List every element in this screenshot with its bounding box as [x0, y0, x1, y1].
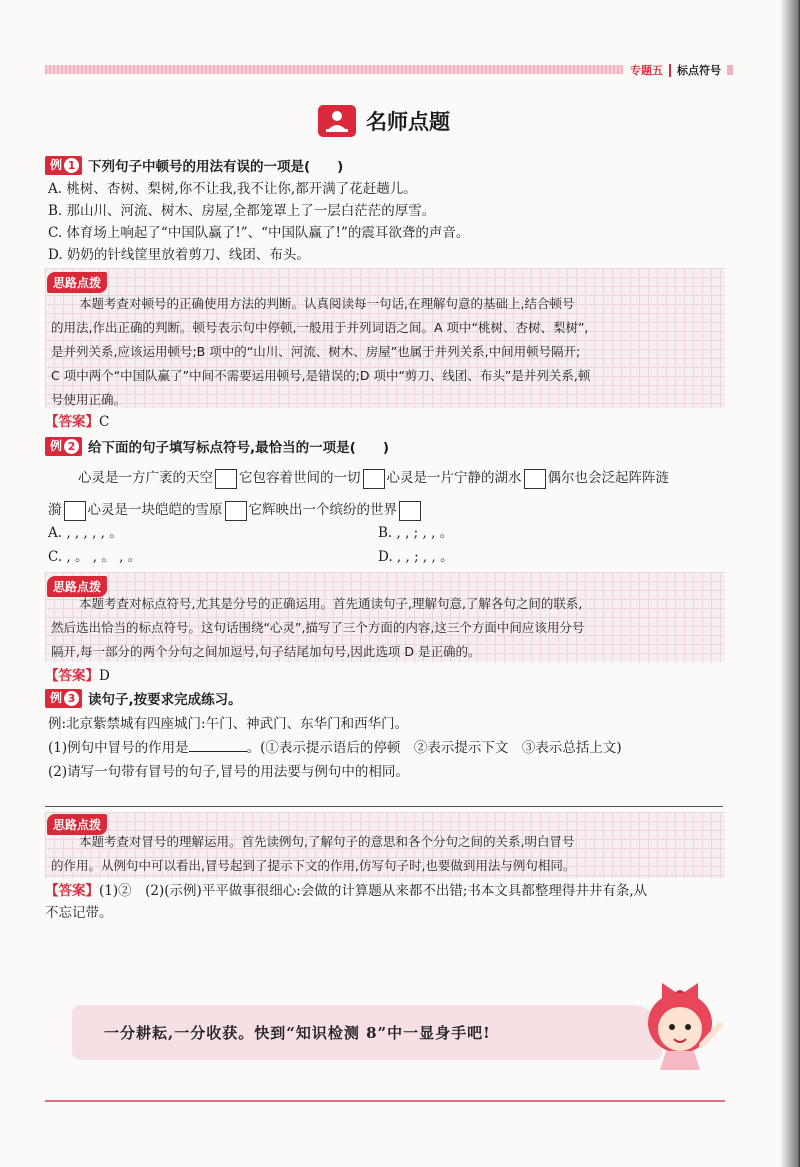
blank-box[interactable]	[363, 469, 385, 489]
hint-tag: 思路点拨	[47, 814, 107, 835]
analysis-text: 本题考查对标点符号,尤其是分号的正确运用。首先通读句子,理解句意,了解各句之间的联系, 然后选出恰当的标点符号。这句话围绕“心灵”,描写了三个方面的内容,这三个方面中间应该用分号 隔开,每一部分的两个分句之间加逗号,句子结尾加句号,因此选项 D 是正确的。	[51, 596, 585, 659]
question-text: 读句子,按要求完成练习。	[88, 692, 242, 708]
question-text: 下列句子中顿号的用法有误的一项是( )	[88, 159, 344, 175]
blank-box[interactable]	[225, 501, 247, 521]
answer-blank[interactable]	[189, 738, 247, 752]
writing-line[interactable]	[45, 806, 723, 807]
option-b: B. , , ; , , 。	[378, 525, 454, 541]
option-a: A. , , , , , 。	[48, 525, 123, 541]
option-b: B. 那山川、河流、树木、房屋,全都笼罩上了一层白茫茫的厚雪。	[48, 203, 436, 219]
analysis-text: 本题考查对顿号的正确使用方法的判断。认真阅读每一句话,在理解句意的基础上,结合顿号 的用法,作出正确的判断。顿号表示句中停顿,一般用于并列词语之间。A 项中“桃树、杏树、梨树”, 是并列关系,应该运用顿号;B 项中的“山川、河流、树木、房屋”也属于并列关系,中间用顿号隔开; C 项中两个“中国队赢了”中间不需要运用顿号,是错误的;D 项中“剪刀、线团、布头”是并列关系,顿 号使用正确。	[51, 296, 591, 407]
example-1-question	[45, 155, 343, 175]
header-section: 标点符号	[677, 64, 721, 77]
analysis-text: 本题考查对冒号的理解运用。首先读例句,了解句子的意思和各个分句之间的关系,明白冒号 的作用。从例句中可以看出,冒号起到了提示下文的作用,仿写句子时,也要做到用法与例句相同。	[51, 834, 576, 873]
header-mark	[727, 65, 733, 75]
example-sentence: 例:北京紫禁城有四座城门:午门、神武门、东华门和西华门。	[48, 716, 409, 732]
example-1-options	[48, 178, 469, 266]
teacher-icon	[318, 105, 356, 137]
example-2-sentence: 心灵是一方广袤的天空 它包容着世间的一切 心灵是一片宁静的湖水 偶尔也会泛起阵阵涟 漪 心灵是一块皑皑的雪原 它辉映出一个缤纷的世界	[48, 462, 728, 526]
motivation-banner	[72, 985, 732, 1070]
example-2-question	[45, 436, 389, 456]
blank-box[interactable]	[399, 501, 421, 521]
header-divider	[669, 64, 671, 77]
option-d: D. 奶奶的针线筐里放着剪刀、线团、布头。	[48, 247, 310, 263]
example-1-answer: 【答案】C	[45, 414, 110, 430]
option-d: D. , , ; , , 。	[378, 549, 454, 565]
running-header	[630, 60, 733, 80]
hint-tag: 思路点拨	[47, 272, 107, 293]
header-band	[45, 65, 623, 74]
option-a: A. 桃树、杏树、梨树,你不让我,我不让你,都开满了花赶趟儿。	[48, 181, 417, 197]
footer-rule	[45, 1100, 725, 1102]
example-3-analysis-box	[45, 812, 725, 878]
question-text: 给下面的句子填写标点符号,最恰当的一项是( )	[88, 440, 389, 456]
banner-text: 一分耕耘,一分收获。快到“知识检测 8”中一显身手吧!	[104, 1024, 491, 1042]
example-2-answer: 【答案】D	[45, 668, 110, 684]
sub-question-2: (2)请写一句带有冒号的句子,冒号的用法要与例句中的相同。	[48, 764, 409, 780]
example-3-question	[45, 688, 242, 708]
hint-tag: 思路点拨	[47, 576, 107, 597]
header-topic: 专题五	[630, 64, 663, 77]
page-title: 名师点题	[366, 110, 450, 134]
scan-edge-shadow	[780, 0, 800, 1167]
blank-box[interactable]	[524, 469, 546, 489]
blank-box[interactable]	[215, 469, 237, 489]
section-title	[318, 105, 450, 137]
option-c: C. , 。 , 。 , 。	[48, 549, 142, 565]
example-2-badge: 例 2	[45, 437, 82, 456]
banner-box	[72, 1005, 662, 1060]
example-2-analysis-box	[45, 572, 725, 662]
example-1-badge: 例 1	[45, 156, 82, 175]
example-3-badge: 例 3	[45, 689, 82, 708]
example-3-answer: 【答案】(1)② (2)(示例)平平做事很细心:会做的计算题从来都不出错;书本文具都整理得井井有条,从 不忘记带。	[45, 883, 648, 921]
sub-question-1: (1)例句中冒号的作用是 。(①表示提示语后的停顿 ②表示提示下文 ③表示总括上文)	[48, 740, 622, 756]
cartoon-girl-icon	[632, 965, 742, 1070]
blank-box[interactable]	[64, 501, 86, 521]
example-1-analysis-box	[45, 268, 725, 408]
option-c: C. 体育场上响起了“中国队赢了!”、“中国队赢了!”的震耳欲聋的声音。	[48, 225, 470, 241]
